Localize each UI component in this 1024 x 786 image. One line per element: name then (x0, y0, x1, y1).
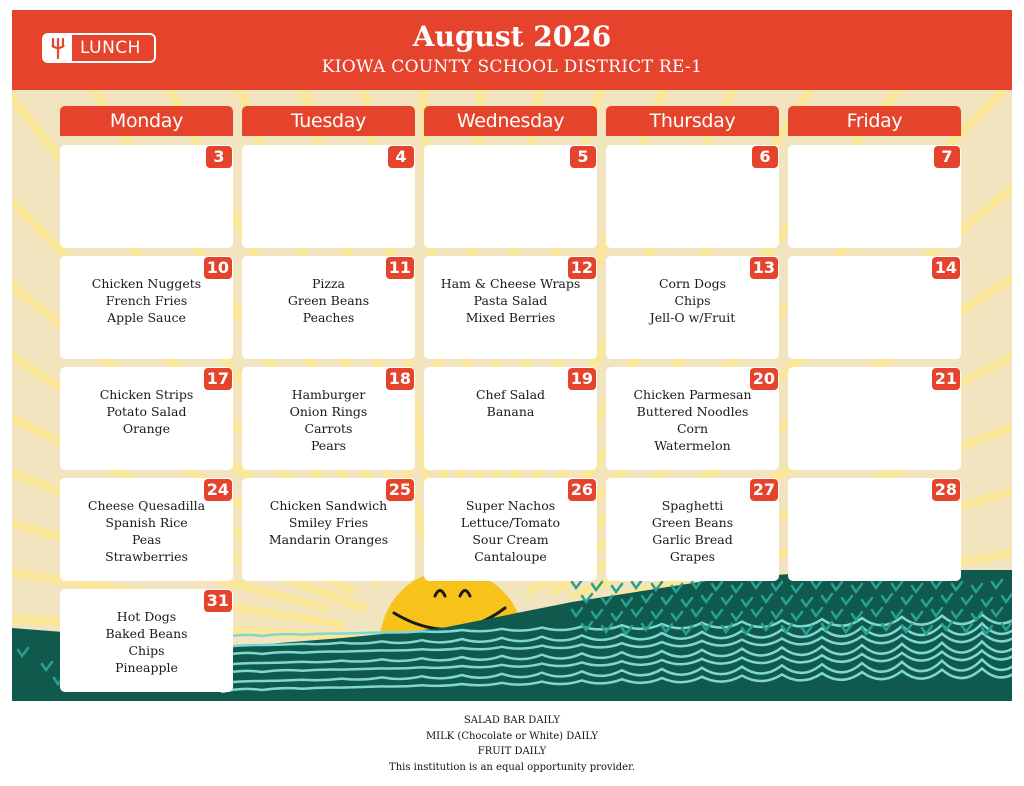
day-cell (60, 145, 233, 248)
menu-item: Orange (122, 421, 171, 436)
footer-note: SALAD BAR DAILY (463, 715, 561, 726)
menu-item: Corn Dogs (658, 276, 727, 291)
day-cell (606, 145, 779, 248)
date-number: 7 (934, 146, 960, 168)
menu-item: Garlic Bread (652, 532, 733, 547)
day-cell (242, 145, 415, 248)
menu-item: Carrots (304, 421, 353, 436)
calendar-header (12, 10, 1012, 90)
day-cell (424, 145, 597, 248)
date-number: 5 (570, 146, 596, 168)
menu-item: Baked Beans (105, 626, 188, 641)
day-cell (242, 367, 415, 470)
menu-item: Chips (674, 293, 711, 308)
district-name: KIOWA COUNTY SCHOOL DISTRICT RE-1 (321, 57, 703, 77)
date-number: 20 (750, 368, 778, 390)
menu-items (606, 275, 779, 326)
menu-item: Pears (310, 438, 347, 453)
day-cell (60, 256, 233, 359)
menu-items (60, 608, 233, 676)
menu-item: Cheese Quesadilla (87, 498, 206, 513)
menu-item: Peaches (302, 310, 355, 325)
menu-item: Potato Salad (106, 404, 187, 419)
date-number: 25 (386, 479, 414, 501)
menu-item: Grapes (669, 549, 716, 564)
day-cell (424, 478, 597, 581)
menu-items (424, 386, 597, 420)
day-cell (606, 256, 779, 359)
menu-item: Chicken Nuggets (91, 276, 202, 291)
day-cell (60, 589, 233, 692)
date-number: 3 (206, 146, 232, 168)
date-number: 17 (204, 368, 232, 390)
day-header-thursday: Thursday (606, 106, 779, 136)
menu-item: Jell-O w/Fruit (649, 310, 736, 325)
menu-item: Hot Dogs (116, 609, 177, 624)
menu-item: Strawberries (105, 549, 188, 564)
date-number: 18 (386, 368, 414, 390)
menu-item: Sour Cream (472, 532, 549, 547)
menu-item: Spanish Rice (105, 515, 188, 530)
day-cell (788, 367, 961, 470)
day-header-wednesday: Wednesday (424, 106, 597, 136)
footer-note: This institution is an equal opportunity provider. (389, 761, 635, 773)
day-header-friday: Friday (788, 106, 961, 136)
day-cell (60, 478, 233, 581)
menu-item: Chips (128, 643, 165, 658)
day-header-monday: Monday (60, 106, 233, 136)
date-number: 31 (204, 590, 232, 612)
menu-item: Buttered Noodles (636, 404, 749, 419)
footer-note: MILK (Chocolate or White) DAILY (425, 730, 599, 742)
lunch-badge-label: LUNCH (80, 38, 141, 58)
menu-items (606, 386, 779, 454)
day-cell (424, 256, 597, 359)
day-cell (424, 367, 597, 470)
menu-item: Banana (486, 404, 535, 419)
date-number: 28 (932, 479, 960, 501)
menu-item: Super Nachos (465, 498, 556, 513)
menu-item: Chicken Strips (99, 387, 194, 402)
day-cell (242, 478, 415, 581)
page-title: August 2026 (412, 20, 612, 53)
menu-item: Apple Sauce (107, 310, 186, 325)
date-number: 21 (932, 368, 960, 390)
menu-item: Corn (676, 421, 709, 436)
menu-items (424, 275, 597, 326)
footer-note: FRUIT DAILY (477, 746, 547, 757)
menu-item: Hamburger (291, 387, 366, 402)
date-number: 4 (388, 146, 414, 168)
menu-item: Chicken Parmesan (633, 387, 752, 402)
date-number: 13 (750, 257, 778, 279)
date-number: 12 (568, 257, 596, 279)
menu-items (242, 497, 415, 548)
date-number: 24 (204, 479, 232, 501)
day-cell (788, 478, 961, 581)
date-number: 11 (386, 257, 414, 279)
date-number: 27 (750, 479, 778, 501)
menu-item: Cantaloupe (474, 549, 547, 564)
day-header-tuesday: Tuesday (242, 106, 415, 136)
day-cell (606, 367, 779, 470)
menu-item: Ham & Cheese Wraps (440, 276, 581, 291)
menu-item: Mixed Berries (465, 310, 556, 325)
menu-item: Green Beans (651, 515, 734, 530)
menu-item: Pasta Salad (473, 293, 548, 308)
menu-item: Peas (131, 532, 162, 547)
menu-item: Chef Salad (475, 387, 546, 402)
menu-item: French Fries (105, 293, 188, 308)
day-cell (788, 145, 961, 248)
menu-item: Smiley Fries (288, 515, 369, 530)
menu-items (60, 386, 233, 437)
menu-item: Lettuce/Tomato (460, 515, 561, 530)
menu-items (60, 497, 233, 565)
day-cell (242, 256, 415, 359)
menu-items (60, 275, 233, 326)
footer-notes (0, 713, 1024, 775)
menu-item: Spaghetti (661, 498, 724, 513)
menu-items (242, 386, 415, 454)
menu-items (606, 497, 779, 565)
date-number: 26 (568, 479, 596, 501)
menu-items (424, 497, 597, 565)
menu-item: Pizza (311, 276, 346, 291)
menu-items (242, 275, 415, 326)
day-cell (60, 367, 233, 470)
calendar-sheet (12, 10, 1012, 701)
menu-item: Watermelon (654, 438, 731, 453)
date-number: 19 (568, 368, 596, 390)
menu-item: Chicken Sandwich (269, 498, 388, 513)
date-number: 14 (932, 257, 960, 279)
menu-item: Pineapple (115, 660, 178, 675)
menu-item: Mandarin Oranges (268, 532, 389, 547)
menu-item: Onion Rings (289, 404, 368, 419)
day-cell (788, 256, 961, 359)
day-cell (606, 478, 779, 581)
menu-item: Green Beans (287, 293, 370, 308)
date-number: 10 (204, 257, 232, 279)
date-number: 6 (752, 146, 778, 168)
